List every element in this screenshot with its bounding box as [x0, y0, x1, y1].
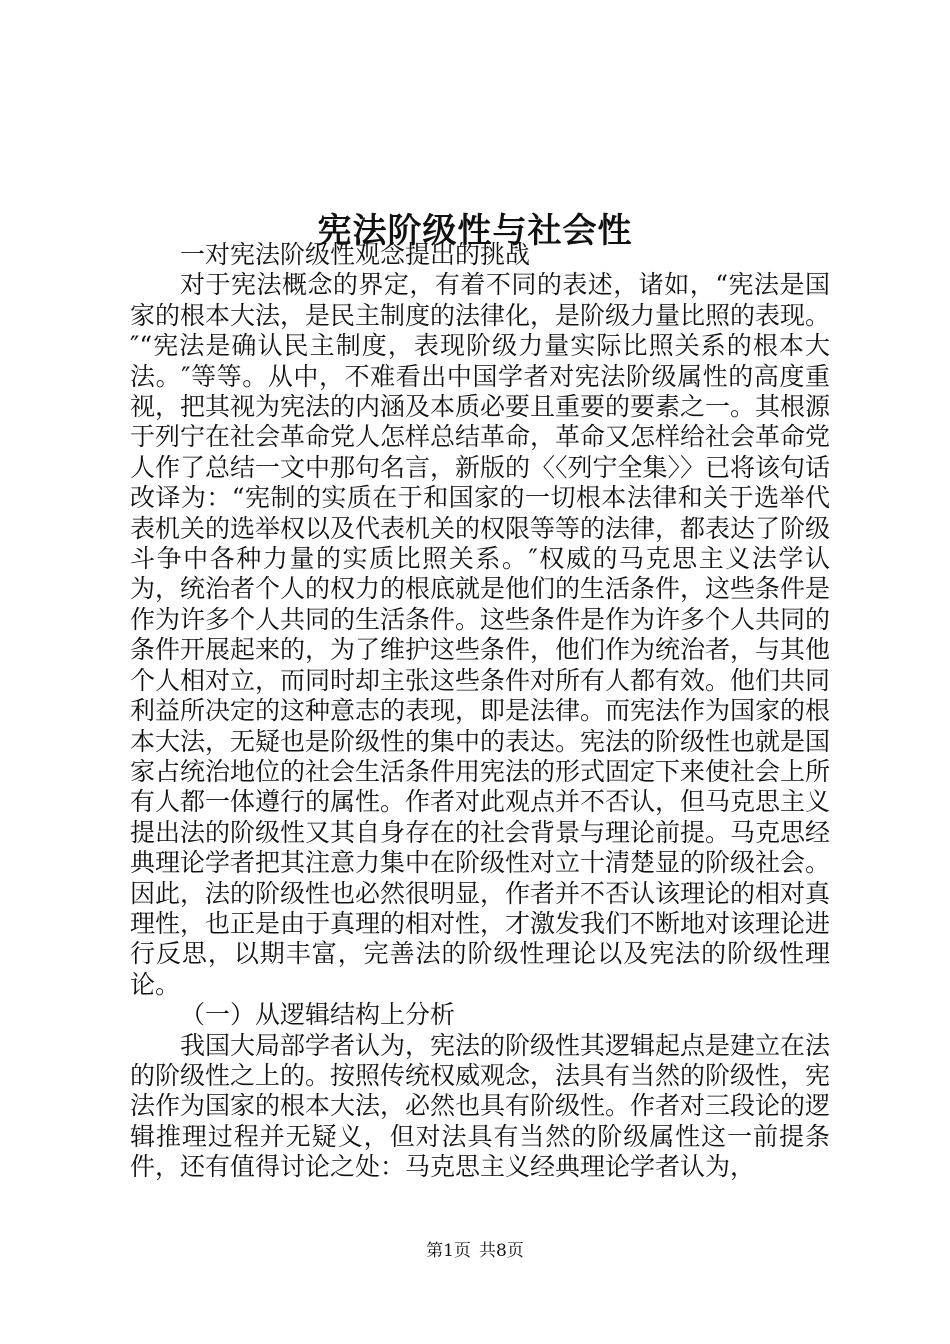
- body-paragraph: 我国大局部学者认为，宪法的阶级性其逻辑起点是建立在法的阶级性之上的。按照传统权威观念，法具有当然的阶级性，宪法作为国家的根本大法，必然也具有阶级性。作者对三段论的逻辑推理过程并无疑义，但对法具有当然的阶级属性这一前提条件，还有值得讨论之处：马克思主义经典理论学者认为，: [130, 1030, 831, 1182]
- section-heading: 一对宪法阶级性观念提出的挑战: [180, 240, 531, 269]
- body-paragraph: 对于宪法概念的界定，有着不同的表述，诸如，“宪法是国家的根本大法，是民主制度的法律化，是阶级力量比照的表现。″“宪法是确认民主制度，表现阶级力量实际比照关系的根本大法。″等等。从中，不难看出中国学者对宪法阶级属性的高度重视，把其视为宪法的内涵及本质必要且重要的要素之一。其根源于列宁在社会革命党人怎样总结革命，革命又怎样给社会革命党人作了总结一文中那句名言，新版的〈〈列宁全集〉〉已将该句话改译为：“宪制的实质在于和国家的一切根本法律和关于选举代表机关的选举权以及代表机关的权限等等的法律，都表达了阶级斗争中各种力量的实质比照关系。″权威的马克思主义法学认为，统治者个人的权力的根底就是他们的生活条件，这些条件是作为许多个人共同的生活条件。这些条件是作为许多个人共同的条件开展起来的，为了维护这些条件，他们作为统治者，与其他个人相对立，而同时却主张这些条件对所有人都有效。他们共同利益所决定的这种意志的表现，即是法律。而宪法作为国家的根本大法，无疑也是阶级性的集中的表达。宪法的阶级性也就是国家占统治地位的社会生活条件用宪法的形式固定下来使社会上所有人都一体遵行的属性。作者对此观点并不否认，但马克思主义提出法的阶级性又其自身存在的社会背景与理论前提。马克思经典理论学者把其注意力集中在阶级性对立十清楚显的阶级社会。因此，法的阶级性也必然很明显，作者并不否认该理论的相对真理性，也正是由于真理的相对性，才激发我们不断地对该理论进行反思，以期丰富，完善法的阶级性理论以及宪法的阶级性理论。: [130, 270, 831, 999]
- page-number: 第1页: [426, 1241, 471, 1261]
- page-footer: [0, 1240, 950, 1262]
- section-heading: （一）从逻辑结构上分析: [180, 1000, 456, 1030]
- document-title: 宪法阶级性与社会性: [317, 210, 633, 251]
- page-total: 共8页: [479, 1241, 524, 1261]
- document-body: [130, 240, 830, 1183]
